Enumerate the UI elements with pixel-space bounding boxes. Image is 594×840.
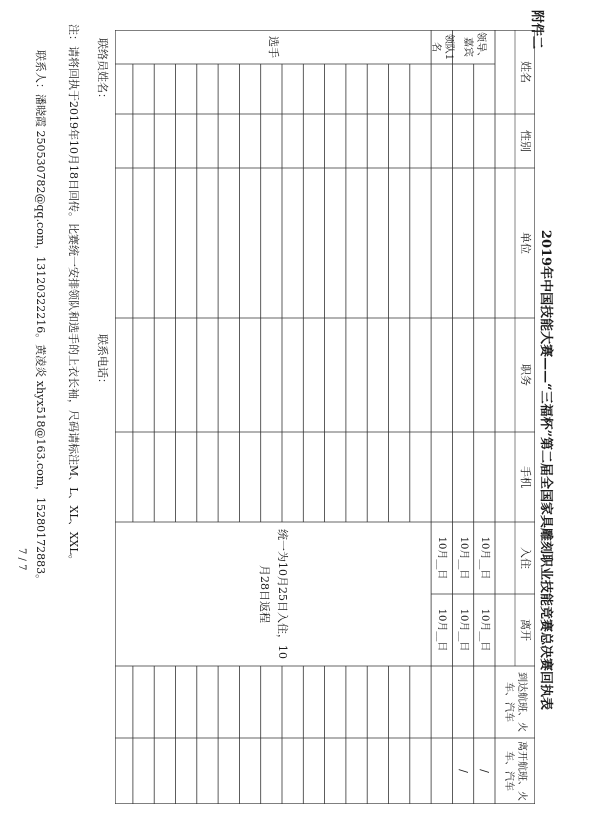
leave-date-cell: 10月__日: [457, 608, 469, 652]
size-not-applicable-slash: /: [457, 769, 471, 773]
table-grid-lines: [115, 30, 535, 804]
group-team-leader-label: 领队1名: [429, 33, 454, 61]
unified-stay-note: 统一为10月25日入住，10月28日返程: [258, 529, 289, 659]
checkin-date-cell: 10月__日: [457, 536, 469, 580]
submission-note: 注：请将回执于2019年10月18日回传。比赛统一安排领队和选手的上衣长袖，尺码请标注M、L、XL、XXL。: [67, 24, 80, 566]
form-title: 2019年中国技能大赛——“三福杯”第二届全国家具雕刻职业技能竞赛总决赛回执表: [538, 229, 553, 711]
leave-date-cell: 10月__日: [436, 608, 448, 652]
liaison-contacts: 联系人：潘晓霞 250530782@qq.com，13120322216。黄凌炎 xhyx518@163.com，15280172883。: [34, 50, 47, 586]
annex-label: 附件二: [529, 10, 544, 50]
header-unit: 单位: [519, 232, 533, 254]
header-checkin: 入住: [519, 547, 533, 569]
header-departure-transport: 离开航班、火车、汽车: [503, 741, 527, 801]
checkin-date-cell: 10月__日: [478, 536, 490, 580]
group-leaders-label: 领导、嘉宾: [461, 32, 486, 62]
contact-name-label: 联络员姓名：: [96, 38, 109, 104]
header-name: 姓名: [519, 61, 533, 83]
group-contestants-label: 选手: [267, 36, 281, 58]
registration-table: [115, 30, 535, 804]
header-arrival-transport: 到达航班、火车、汽车: [503, 672, 527, 732]
contact-phone-label: 联系电话：: [96, 334, 109, 389]
size-not-applicable-slash: /: [478, 769, 492, 773]
header-position: 职务: [519, 364, 533, 386]
leave-date-cell: 10月__日: [478, 608, 490, 652]
header-leave: 离开: [519, 619, 533, 641]
page-number: 7 / 7: [16, 548, 27, 571]
checkin-date-cell: 10月__日: [436, 536, 448, 580]
header-gender: 性别: [519, 130, 533, 152]
header-mobile: 手机: [519, 466, 533, 488]
